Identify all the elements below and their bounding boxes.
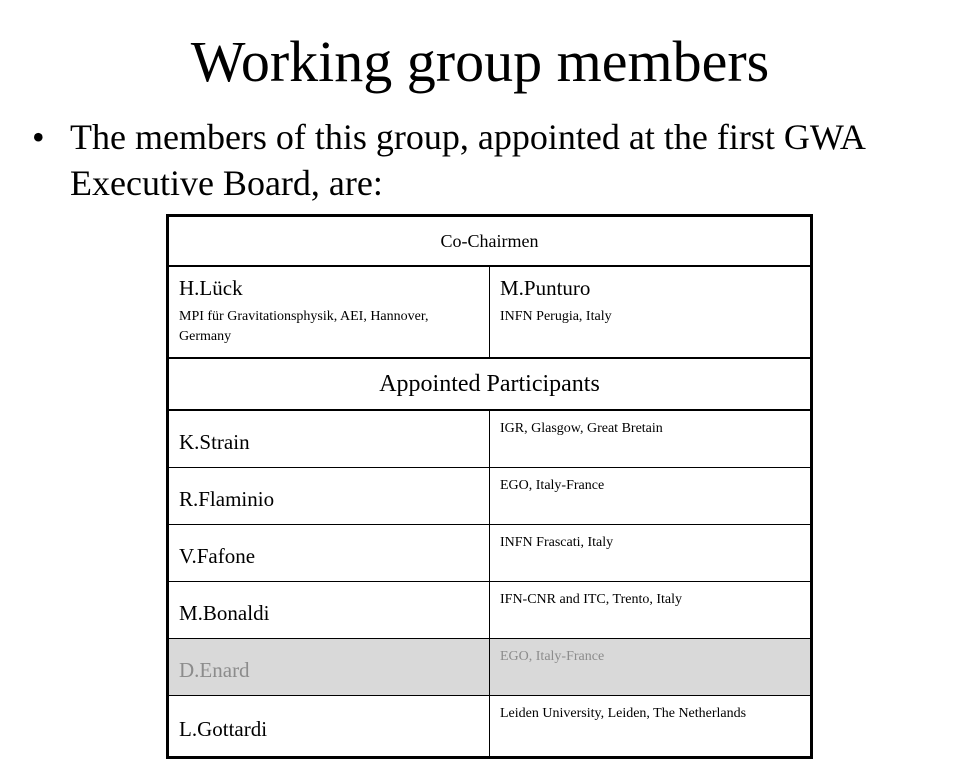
participant-affiliation: IGR, Glasgow, Great Bretain [490,410,812,468]
cochair-affiliation: INFN Perugia, Italy [500,309,612,324]
participant-name: V.Fafone [168,525,490,582]
participant-row [168,468,812,525]
cochair-name: M.Punturo [500,276,591,300]
slide-title: Working group members [190,29,770,94]
participant-affiliation: IFN-CNR and ITC, Trento, Italy [490,582,812,639]
cochairs-header: Co-Chairmen [168,216,812,267]
cochairs-row [168,266,812,358]
bullet-marker: • [32,117,45,157]
participants-header-row [168,358,812,410]
members-table [166,214,813,759]
participant-row-dimmed [168,639,812,696]
participant-name: K.Strain [168,410,490,468]
cochair-cell [168,266,490,358]
participant-row [168,696,812,758]
bullet-text: The members of this group, appointed at the first GWA Executive Board, are: [70,117,864,203]
participant-name: L.Gottardi [168,696,490,758]
cochairs-header-row [168,216,812,267]
participant-affiliation: INFN Frascati, Italy [490,525,812,582]
cochair-affiliation: MPI für Gravitationsphysik, AEI, Hannover, Germany [179,309,429,344]
participant-row [168,410,812,468]
cochair-name: H.Lück [179,276,243,300]
participant-affiliation: EGO, Italy-France [490,639,812,696]
participant-row [168,525,812,582]
participant-name: D.Enard [168,639,490,696]
participant-affiliation: EGO, Italy-France [490,468,812,525]
participant-name: R.Flaminio [168,468,490,525]
participant-row [168,582,812,639]
bullet-item [24,114,944,206]
cochair-cell [490,266,812,358]
participants-header: Appointed Participants [168,358,812,410]
participant-affiliation: Leiden University, Leiden, The Netherlands [490,696,812,758]
participant-name: M.Bonaldi [168,582,490,639]
